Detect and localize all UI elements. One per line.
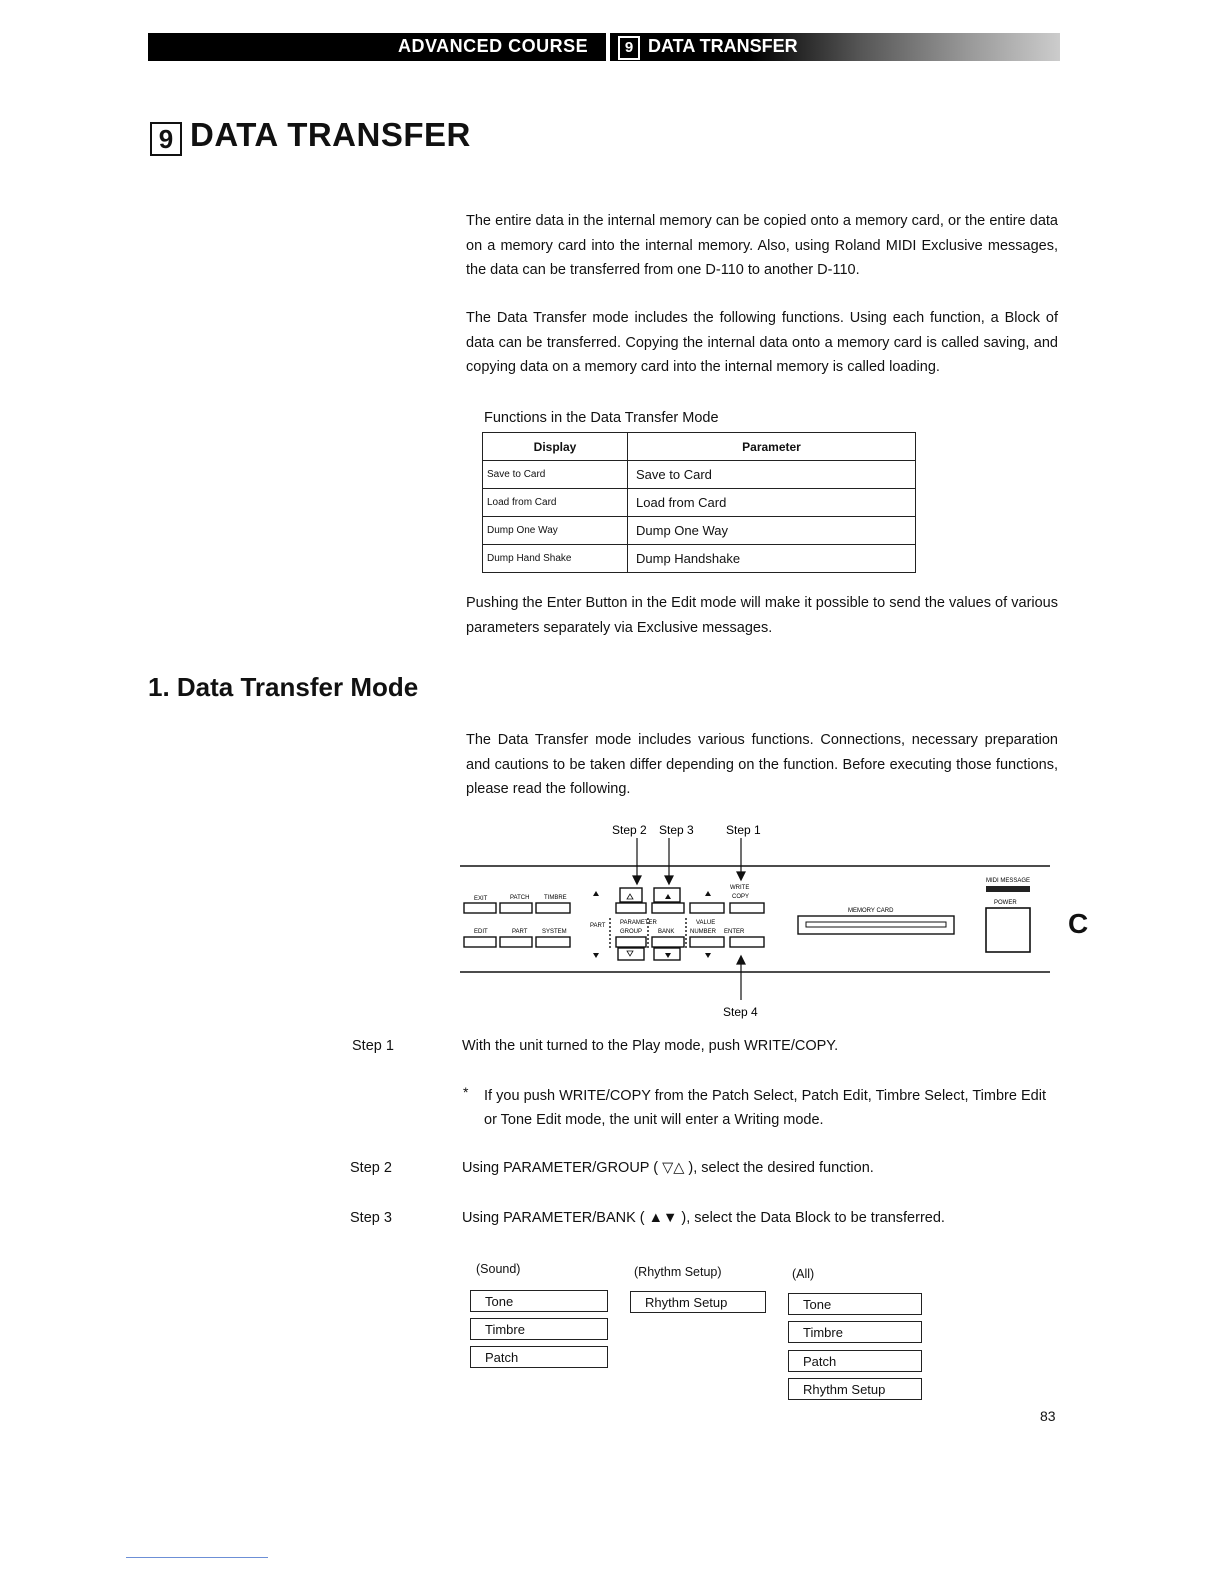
all-block-rhythm-setup: Rhythm Setup [788,1378,922,1400]
midi-message-led [986,886,1030,892]
row1-buttons [464,888,764,913]
table-cell-parameter: Dump Handshake [628,545,916,573]
enter-label: ENTER [724,929,745,935]
group-down-glyph [627,951,633,956]
table-cell-display: Save to Card [483,461,628,489]
step-1-text: With the unit turned to the Play mode, push WRITE/COPY. [462,1038,839,1054]
parameter-label: PARAMETER [620,920,657,926]
step-2-text: Using PARAMETER/GROUP ( ▽△ ), select the desired function. [462,1160,874,1176]
sound-block-patch: Patch [470,1346,608,1368]
table-cell-parameter: Dump One Way [628,517,916,545]
exit-button[interactable] [464,903,496,913]
table-row [483,489,916,517]
intro-paragraph-1: The entire data in the internal memory can be copied onto a memory card, or the entire data on a memory card into the internal memory. Also, using Roland MIDI Exclusive messages, the data can be transferred from one D-110 to another D-110. [466,213,1058,278]
write-copy-button[interactable] [730,903,764,913]
step-1-label: Step 1 [726,823,761,837]
bank-up-button[interactable] [652,903,684,913]
section-paragraph: The Data Transfer mode includes various functions. Connections, necessary preparation and cautions to be taken differ depending on the function. Before executing those functions, please read the following. [466,732,1058,797]
header-chapter-title: DATA TRANSFER [648,36,798,56]
part-button[interactable] [500,937,532,947]
group-up-button[interactable] [616,903,646,913]
midi-message-label: MIDI MESSAGE [986,878,1031,884]
patch-label: PATCH [510,895,530,901]
edit-label: EDIT [474,929,488,935]
section-title: 1. Data Transfer Mode [148,672,419,702]
sound-group-label: (Sound) [476,1262,521,1276]
timbre-button[interactable] [536,903,570,913]
table-header-display: Display [483,433,628,461]
write-label: WRITE [730,885,750,891]
table-caption: Functions in the Data Transfer Mode [484,410,719,426]
table-cell-display: Dump Hand Shake [483,545,628,573]
page-number: 83 [1040,1408,1056,1424]
header-bar [148,33,1060,61]
table-cell-display: Load from Card [483,489,628,517]
memory-card-label: MEMORY CARD [848,908,894,914]
exit-label: EXIT [474,896,488,902]
sound-block-tone: Tone [470,1290,608,1312]
memory-card-slit [806,922,946,927]
step-2-label: Step 2 [612,823,647,837]
bank-down-button[interactable] [652,937,684,947]
bank-label: BANK [658,929,675,935]
intro-paragraph-2: The Data Transfer mode includes the following functions. Using each function, a Block of data can be transferred. Copying the internal data onto a memory card is called saving, and copying data on a memory card into the internal memory is called loading. [466,310,1058,375]
copy-label: COPY [732,894,750,900]
row1-triangles [593,891,711,899]
enter-button[interactable] [730,937,764,947]
edit-button[interactable] [464,937,496,947]
step-4-label: Step 4 [723,1005,758,1019]
row2-buttons [464,918,764,960]
number-label: NUMBER [690,929,717,935]
patch-button[interactable] [500,903,532,913]
footer-rule [126,1557,268,1558]
value-up-button[interactable] [690,903,724,913]
system-label: SYSTEM [542,929,567,935]
table-cell-parameter: Save to Card [628,461,916,489]
all-block-timbre: Timbre [788,1321,922,1343]
all-group-label: (All) [792,1267,815,1281]
page-title: DATA TRANSFER [190,116,471,153]
after-table-paragraph: Pushing the Enter Button in the Edit mode will make it possible to send the values of various parameters separately via Exclusive messages. [466,595,1058,636]
step-3-label: Step 3 [350,1210,392,1226]
step-3-text: Using PARAMETER/BANK ( ▲▼ ), select the Data Block to be transferred. [462,1210,945,1226]
bank-indicator-box [654,888,680,902]
header-course: ADVANCED COURSE [398,36,589,56]
note [463,1084,1046,1132]
table-cell-display: Dump One Way [483,517,628,545]
table-cell-parameter: Load from Card [628,489,916,517]
functions-table [482,432,916,573]
table-header-row [483,433,916,461]
table-row [483,461,916,489]
note-asterisk: * [463,1084,469,1100]
sound-block-timbre: Timbre [470,1318,608,1340]
header-separator [606,33,610,61]
step-2-label: Step 2 [350,1160,392,1176]
value-label: VALUE [696,920,716,926]
group-up-glyph [627,894,633,899]
value-down-button[interactable] [690,937,724,947]
part2-label: PART [590,923,606,929]
table-row [483,545,916,573]
note-text: If you push WRITE/COPY from the Patch Select, Patch Edit, Timbre Select, Timbre Edit or Tone Edit mode, the unit will enter a Writing mode. [484,1088,1046,1128]
power-label: POWER [994,900,1017,906]
system-button[interactable] [536,937,570,947]
step-arrows [633,838,745,1000]
part-label: PART [512,929,528,935]
rhythm-group-label: (Rhythm Setup) [634,1265,722,1279]
timbre-label: TIMBRE [544,895,567,901]
group-label: GROUP [620,929,643,935]
power-button[interactable] [986,908,1030,952]
front-panel-diagram [460,820,1050,1025]
table-header-parameter: Parameter [628,433,916,461]
row2-triangles [593,953,711,958]
rhythm-block-rhythm-setup: Rhythm Setup [630,1291,766,1313]
all-block-patch: Patch [788,1350,922,1372]
step-1-label: Step 1 [352,1038,394,1054]
memory-card-slot[interactable] [798,916,954,934]
group-down-button[interactable] [616,937,646,947]
title-number-box: 9 [150,122,182,156]
step-3-label: Step 3 [659,823,694,837]
all-block-tone: Tone [788,1293,922,1315]
table-row [483,517,916,545]
page-edge-glyph: C [1068,908,1089,939]
header-chapter-number: 9 [618,36,640,60]
